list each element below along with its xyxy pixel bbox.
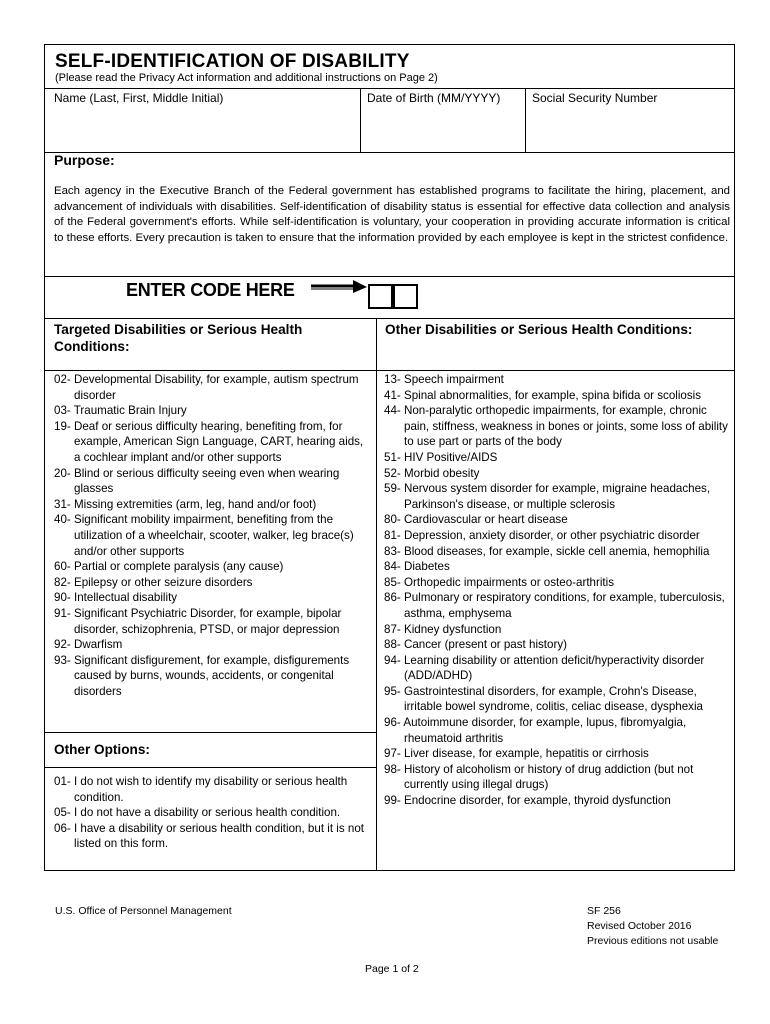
list-item: 80- Cardiovascular or heart disease (384, 513, 568, 527)
previous-editions-note: Previous editions not usable (587, 935, 719, 947)
targeted-list (54, 372, 372, 699)
targeted-heading: Targeted Disabilities or Serious Health Conditions: (54, 322, 303, 354)
divider (45, 276, 734, 277)
purpose-text: Each agency in the Executive Branch of the Federal government has established programs to facilitate the hiring, placement, and advancement of individuals with disabilities. Self-identification of disability status is essential for effective data collection and analysis of the Federal government's efforts. While self-identification is voluntary, your cooperation in providing accurate information is critical to these efforts. Every precaution is taken to ensure that the information provided by each employee is kept in the strictest confidence. (54, 185, 730, 244)
list-item: 90- Intellectual disability (54, 591, 178, 605)
list-item: 60- Partial or complete paralysis (any cause) (54, 560, 284, 574)
list-item: 52- Morbid obesity (384, 466, 480, 480)
revision-date: Revised October 2016 (587, 920, 692, 932)
divider (45, 370, 734, 371)
divider (45, 318, 734, 319)
list-item: 81- Depression, anxiety disorder, or other psychiatric disorder (384, 528, 700, 542)
list-item: 51- HIV Positive/AIDS (384, 450, 498, 464)
code-digit-2-box[interactable] (393, 284, 418, 309)
list-item: 01- I do not wish to identify my disability or serious health condition. (54, 775, 348, 804)
form-title: SELF-IDENTIFICATION OF DISABILITY (55, 51, 410, 72)
list-item: 05- I do not have a disability or serious health condition. (54, 806, 341, 820)
list-item: 59- Nervous system disorder for example, migraine headaches, Parkinson's disease, or multiple sclerosis (384, 482, 711, 511)
list-item: 06- I have a disability or serious health condition, but it is not listed on this form. (54, 821, 364, 851)
arrow-right-icon (309, 280, 369, 294)
list-item: 94- Learning disability or attention deficit/hyperactivity disorder (ADD/ADHD) (384, 653, 705, 683)
list-item: 97- Liver disease, for example, hepatitis or cirrhosis (384, 747, 649, 761)
enter-code-label: ENTER CODE HERE (126, 280, 295, 300)
other-conditions-list (384, 372, 732, 809)
column-divider (376, 318, 377, 870)
list-item: 86- Pulmonary or respiratory conditions, for example, tuberculosis, asthma, emphysema (384, 591, 725, 620)
list-item: 92- Dwarfism (54, 638, 123, 652)
list-item: 40- Significant mobility impairment, benefiting from the utilization of a wheelchair, scooter, walker, leg brace(s) and/or other supports (54, 513, 354, 558)
divider (45, 152, 734, 153)
divider (45, 732, 376, 733)
agency-name: U.S. Office of Personnel Management (55, 905, 232, 917)
list-item: 02- Developmental Disability, for example, autism spectrum disorder (54, 373, 359, 402)
purpose-heading: Purpose: (54, 152, 115, 168)
other-options-heading: Other Options: (54, 742, 150, 757)
other-options-list (54, 774, 372, 852)
list-item: 91- Significant Psychiatric Disorder, for example, bipolar disorder, schizophrenia, PTSD, or major depression (54, 606, 342, 636)
list-item: 44- Non-paralytic orthopedic impairments, for example, chronic pain, stiffness, weakness in bones or joints, some loss of ability to use part or parts of the body (384, 404, 728, 449)
other-conditions-heading: Other Disabilities or Serious Health Conditions: (385, 322, 693, 337)
list-item: 98- History of alcoholism or history of drug addiction (but not currently using illegal drugs) (384, 762, 694, 792)
list-item: 31- Missing extremities (arm, leg, hand and/or foot) (54, 497, 317, 511)
list-item: 95- Gastrointestinal disorders, for example, Crohn's Disease, irritable bowel syndrome, colitis, celiac disease, dysphexia (384, 684, 703, 714)
divider (45, 88, 734, 89)
name-field[interactable]: Name (Last, First, Middle Initial) (54, 91, 224, 105)
list-item: 99- Endocrine disorder, for example, thyroid dysfunction (384, 794, 671, 808)
form-subtitle: (Please read the Privacy Act information and additional instructions on Page 2) (55, 72, 438, 84)
list-item: 88- Cancer (present or past history) (384, 638, 567, 652)
divider (360, 88, 361, 152)
list-item: 20- Blind or serious difficulty seeing even when wearing glasses (54, 466, 340, 496)
list-item: 85- Orthopedic impairments or osteo-arthritis (384, 575, 615, 589)
divider (525, 88, 526, 152)
list-item: 87- Kidney dysfunction (384, 622, 502, 636)
divider (45, 767, 376, 768)
list-item: 03- Traumatic Brain Injury (54, 404, 187, 418)
form-number: SF 256 (587, 905, 621, 917)
list-item: 41- Spinal abnormalities, for example, spina bifida or scoliosis (384, 388, 702, 402)
list-item: 13- Speech impairment (384, 373, 504, 386)
code-digit-1-box[interactable] (368, 284, 393, 309)
date-of-birth-field[interactable]: Date of Birth (MM/YYYY) (367, 91, 501, 105)
ssn-field[interactable]: Social Security Number (532, 91, 658, 105)
list-item: 96- Autoimmune disorder, for example, lupus, fibromyalgia, rheumatoid arthritis (384, 716, 687, 745)
list-item: 19- Deaf or serious difficulty hearing, benefiting from, for example, American Sign Language, CART, hearing aids, a cochlear implant and/or other supports (54, 419, 364, 464)
list-item: 82- Epilepsy or other seizure disorders (54, 575, 253, 589)
disability-form (44, 44, 735, 871)
list-item: 83- Blood diseases, for example, sickle cell anemia, hemophilia (384, 544, 710, 558)
list-item: 93- Significant disfigurement, for example, disfigurements caused by burns, wounds, accidents, or congenital disorders (54, 653, 350, 698)
page-number: Page 1 of 2 (365, 963, 419, 975)
list-item: 84- Diabetes (384, 560, 450, 574)
